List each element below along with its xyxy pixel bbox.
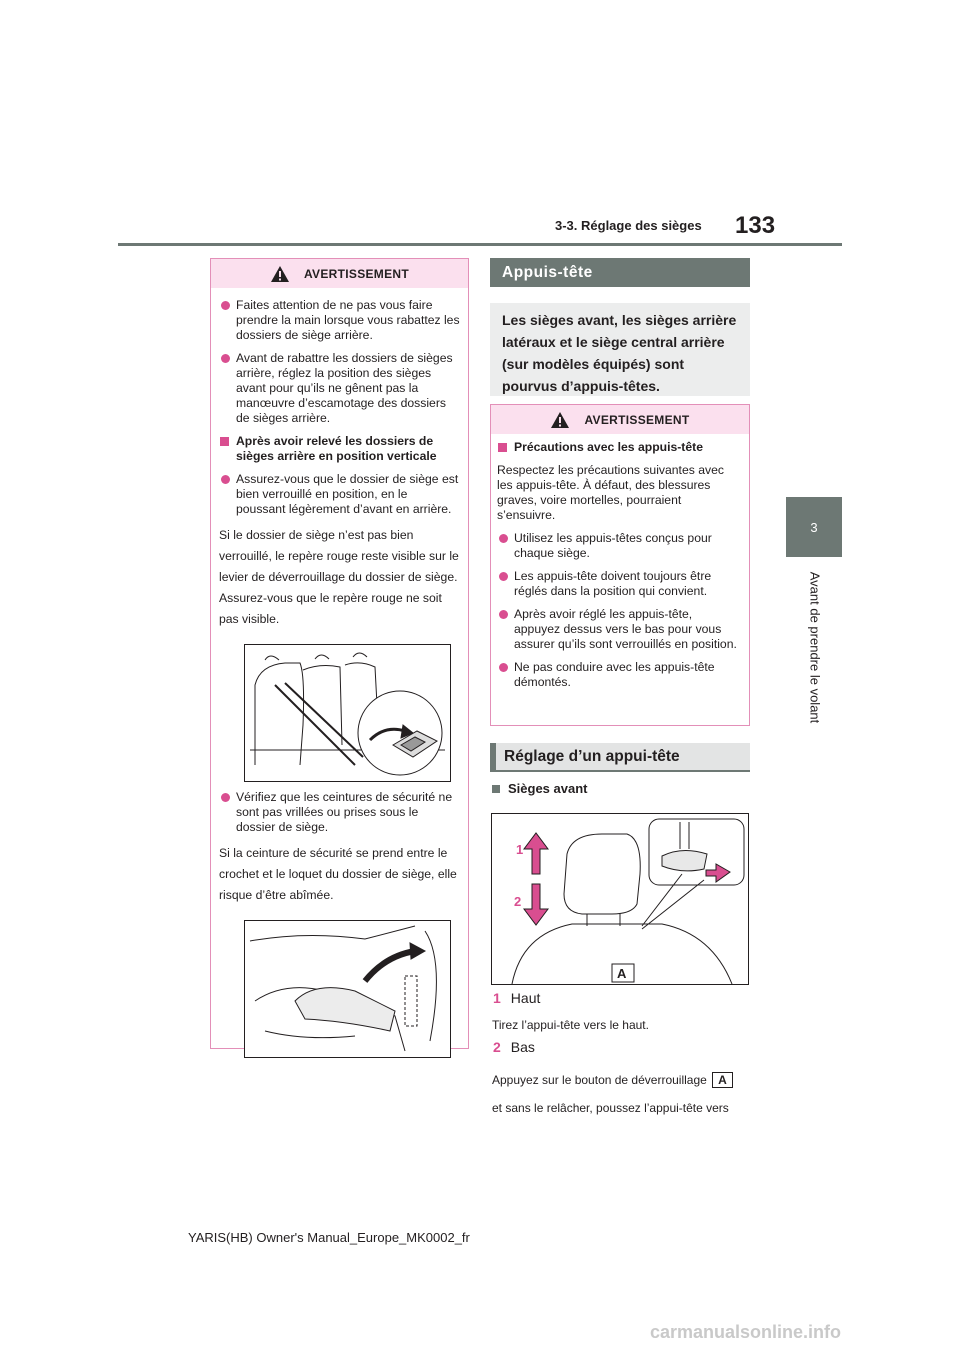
header-rule xyxy=(118,243,842,246)
warning-bullet: Assurez-vous que le dossier de siège est bien verrouillé en position, en le poussant légèrement d’avant en arrière. xyxy=(219,472,460,517)
warning-bullet: Vérifiez que les ceintures de sécurité ne sont pas vrillées ou prises sous le dossier de siège. xyxy=(219,790,460,835)
watermark: carmanualsonline.info xyxy=(650,1322,842,1342)
chapter-tab: 3 xyxy=(786,497,842,557)
warning-bullet: Faites attention de ne pas vous faire prendre la main lorsque vous rabattez les dossiers de siège arrière. xyxy=(219,298,460,343)
front-seats-label: Sièges avant xyxy=(508,781,588,796)
step-1 xyxy=(493,990,540,1006)
warning-bullet: Les appuis-tête doivent toujours être réglés dans la position qui convient. xyxy=(497,569,741,599)
warning-bullet: Ne pas conduire avec les appuis-tête démontés. xyxy=(497,660,741,690)
warning-paragraph: Si le dossier de siège n’est pas bien verrouillé, le repère rouge reste visible sur le levier de déverrouillage du dossier de siège. Assurez-vous que le repère rouge ne soit pas visible. xyxy=(219,528,459,626)
step-2-continuation: et sans le relâcher, poussez l’appui-tête vers xyxy=(492,1101,729,1115)
warning-bullet: Après avoir réglé les appuis-tête, appuyez dessus vers le bas pour vous assurer qu’ils sont verrouillés en position. xyxy=(497,607,741,652)
step-label: Haut xyxy=(510,990,541,1006)
rear-seat-fold-illustration xyxy=(244,920,451,1058)
page-number: 133 xyxy=(735,212,776,239)
warning-subhead: Précautions avec les appuis-tête xyxy=(497,440,741,455)
step-2-text-main: Appuyez sur le bouton de déverrouillage xyxy=(492,1073,707,1087)
warning-triangle-icon xyxy=(270,265,290,283)
subsection-heading xyxy=(490,743,750,772)
warning-bullet: Avant de rabattre les dossiers de sièges arrière, réglez la position des sièges avant pour qu’ils ne gênent pas la manœuvre d’escamotage des dossiers de sièges arrière. xyxy=(219,351,460,426)
warning-header xyxy=(491,405,749,434)
square-bullet-icon xyxy=(492,785,500,793)
callout-a-label: A xyxy=(617,966,627,981)
arrow-label-down: 2 xyxy=(514,894,522,909)
intro-box: Les sièges avant, les sièges arrière latéraux et le siège central arrière (sur modèles équipés) sont pourvus d’appuis-têtes. xyxy=(490,303,750,396)
section-heading xyxy=(490,258,750,287)
step-2-text xyxy=(492,1072,733,1088)
step-label: Bas xyxy=(510,1039,535,1055)
section-title: 3-3. Réglage des sièges xyxy=(555,218,702,233)
warning-body xyxy=(491,434,749,690)
step-1-text: Tirez l’appui-tête vers le haut. xyxy=(492,1018,649,1032)
warning-paragraph: Si la ceinture de sécurité se prend entre le crochet et le loquet du dossier de siège, elle risque d’être abîmée. xyxy=(219,846,457,902)
step-number: 2 xyxy=(493,1039,501,1055)
headrest-adjust-illustration xyxy=(491,813,749,985)
arrow-label-up: 1 xyxy=(516,842,524,857)
warning-title: AVERTISSEMENT xyxy=(303,266,410,281)
left-warning-box xyxy=(210,258,469,1049)
step-number: 1 xyxy=(493,990,501,1006)
seatback-release-illustration xyxy=(244,644,451,782)
step-2 xyxy=(493,1039,535,1055)
front-seats-heading xyxy=(492,781,588,796)
warning-subhead: Après avoir relevé les dossiers de sièges arrière en position verticale xyxy=(219,434,460,464)
warning-header xyxy=(211,259,468,288)
right-warning-box xyxy=(490,404,750,726)
warning-body xyxy=(211,288,468,1058)
subsection-heading-text: Réglage d’un appui-tête xyxy=(504,747,680,765)
footer-text: YARIS(HB) Owner's Manual_Europe_MK0002_fr xyxy=(188,1230,470,1245)
callout-a-badge: A xyxy=(712,1072,733,1088)
warning-paragraph: Respectez les précautions suivantes avec les appuis-tête. À défaut, des blessures graves, voire mortelles, pourraient s’ensuivre. xyxy=(497,463,724,522)
warning-title: AVERTISSEMENT xyxy=(584,412,690,427)
warning-triangle-icon xyxy=(550,411,570,429)
warning-bullet: Utilisez les appuis-têtes conçus pour chaque siège. xyxy=(497,531,741,561)
section-heading-text: Appuis-tête xyxy=(502,263,593,281)
chapter-label: Avant de prendre le volant xyxy=(807,571,823,724)
